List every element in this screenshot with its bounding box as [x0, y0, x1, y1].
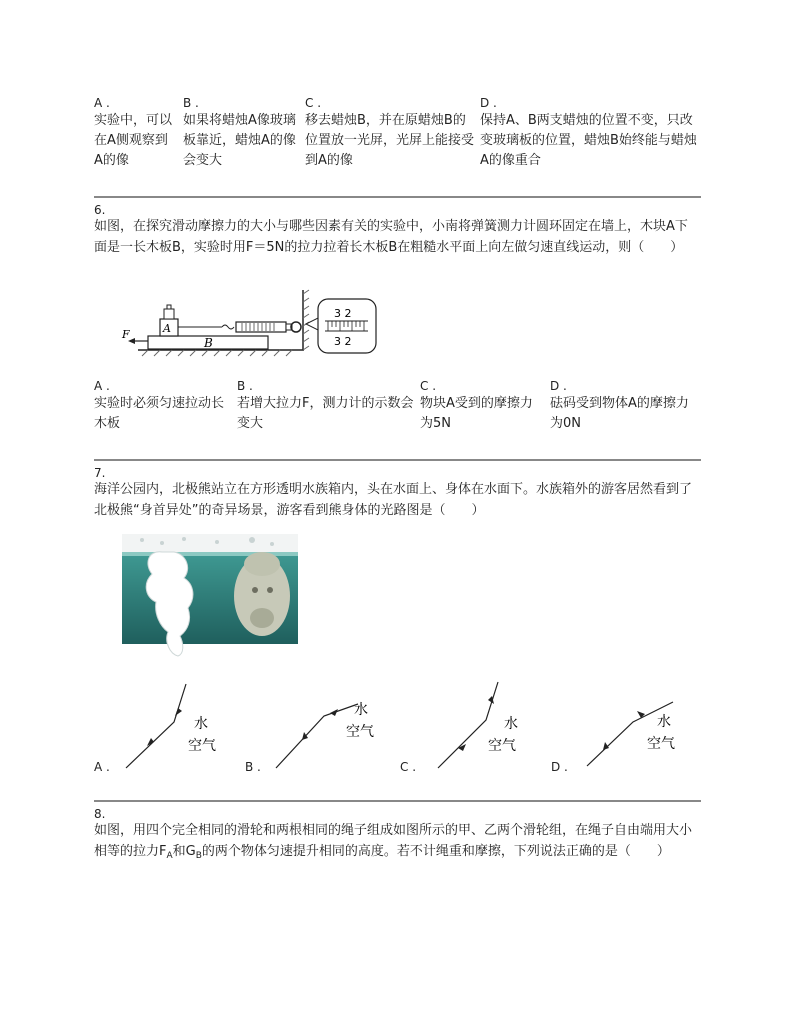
light-path-diagram-c[interactable]: [420, 678, 530, 774]
friction-experiment-figure: [118, 286, 380, 362]
option-text: 移去蜡烛B，并在原蜡烛B的位置放一光屏，光屏上能接受到A的像: [305, 113, 475, 168]
light-path-diagram-a[interactable]: [112, 680, 222, 775]
label-air: 空气: [647, 736, 675, 752]
q5-option-c[interactable]: [305, 95, 475, 171]
option-text: 实验中，可以在A侧观察到A的像: [94, 113, 173, 168]
q6-option-d[interactable]: [550, 378, 700, 434]
question-divider: [94, 800, 701, 802]
q7-option-b-letter[interactable]: B .: [245, 760, 261, 774]
option-letter: A .: [94, 379, 110, 393]
label-air: 空气: [488, 738, 516, 754]
option-letter: D .: [480, 96, 497, 110]
light-path-diagram-d[interactable]: [575, 684, 695, 774]
question-text: 如图，在探究滑动摩擦力的大小与哪些因素有关的实验中，小南将弹簧测力计圆环固定在墙上，木块A下面是一长木板B，实验时用F＝5N的拉力拉着长木板B在粗糙水平面上向左做匀速直线运动，则（ ）: [94, 219, 688, 255]
label-water: 水: [354, 702, 368, 718]
q6-option-a[interactable]: [94, 378, 234, 434]
q7-option-a-letter[interactable]: A .: [94, 760, 110, 774]
label-water: 水: [657, 714, 671, 730]
light-path-diagram-b[interactable]: [268, 684, 388, 774]
option-letter: C .: [420, 379, 437, 393]
label-water: 水: [504, 716, 518, 732]
subscript: B: [195, 851, 202, 861]
option-letter: A .: [94, 96, 110, 110]
subscript: A: [166, 851, 173, 861]
question-number: 7.: [94, 466, 106, 480]
label-a: A: [163, 322, 171, 335]
option-letter: C .: [305, 96, 322, 110]
option-text: 砝码受到物体A的摩擦力为0N: [550, 396, 689, 431]
option-text: 如果将蜡烛A像玻璃板靠近，蜡烛A的像会变大: [183, 113, 296, 168]
option-text: 若增大拉力F，测力计的示数会变大: [237, 396, 414, 431]
label-b: B: [204, 336, 213, 350]
option-letter: D .: [550, 379, 567, 393]
question-number: 6.: [94, 203, 106, 217]
q5-option-b[interactable]: [183, 95, 301, 171]
option-text: 物块A受到的摩擦力为5N: [420, 396, 533, 431]
q7-option-d-letter[interactable]: D .: [551, 760, 568, 774]
option-text: 保持A、B两支蜡烛的位置不变，只改变玻璃板的位置，蜡烛B始终能与蜡烛A的像重合: [480, 113, 697, 168]
question-text: 海洋公园内，北极熊站立在方形透明水族箱内，头在水面上、身体在水面下。水族箱外的游客居然看到了北极熊“身首异处”的奇异场景，游客看到熊身体的光路图是（ ）: [94, 482, 693, 518]
question-number: 8.: [94, 807, 106, 821]
q5-option-a[interactable]: [94, 95, 174, 171]
q6-option-b[interactable]: [237, 378, 415, 434]
option-letter: B .: [237, 379, 253, 393]
q7-option-c-letter[interactable]: C .: [400, 760, 417, 774]
question-text: [94, 820, 698, 867]
question-text-part: 如图，用四个完全相同的滑轮和两根相同的绳子组成如图所示的甲、乙两个滑轮组，在绳子自由端用大小相等的拉力F: [94, 823, 693, 859]
label-air: 空气: [346, 724, 374, 740]
q6-option-c[interactable]: [420, 378, 542, 434]
question-divider: [94, 196, 701, 198]
question-text-part: 的两个物体匀速提升相同的高度。若不计绳重和摩擦，下列说法正确的是（ ）: [201, 844, 670, 859]
label-f: F: [122, 328, 130, 341]
q5-option-d[interactable]: [480, 95, 698, 171]
label-air: 空气: [188, 738, 216, 754]
scale-reading-top: 3 2: [334, 307, 352, 320]
scale-reading-bottom: 3 2: [334, 335, 352, 348]
question-text-part: 和G: [172, 844, 196, 859]
option-text: 实验时必须匀速拉动长木板: [94, 396, 225, 431]
option-letter: B .: [183, 96, 199, 110]
polar-bear-photo: [122, 534, 298, 658]
label-water: 水: [194, 716, 208, 732]
question-divider: [94, 459, 701, 461]
